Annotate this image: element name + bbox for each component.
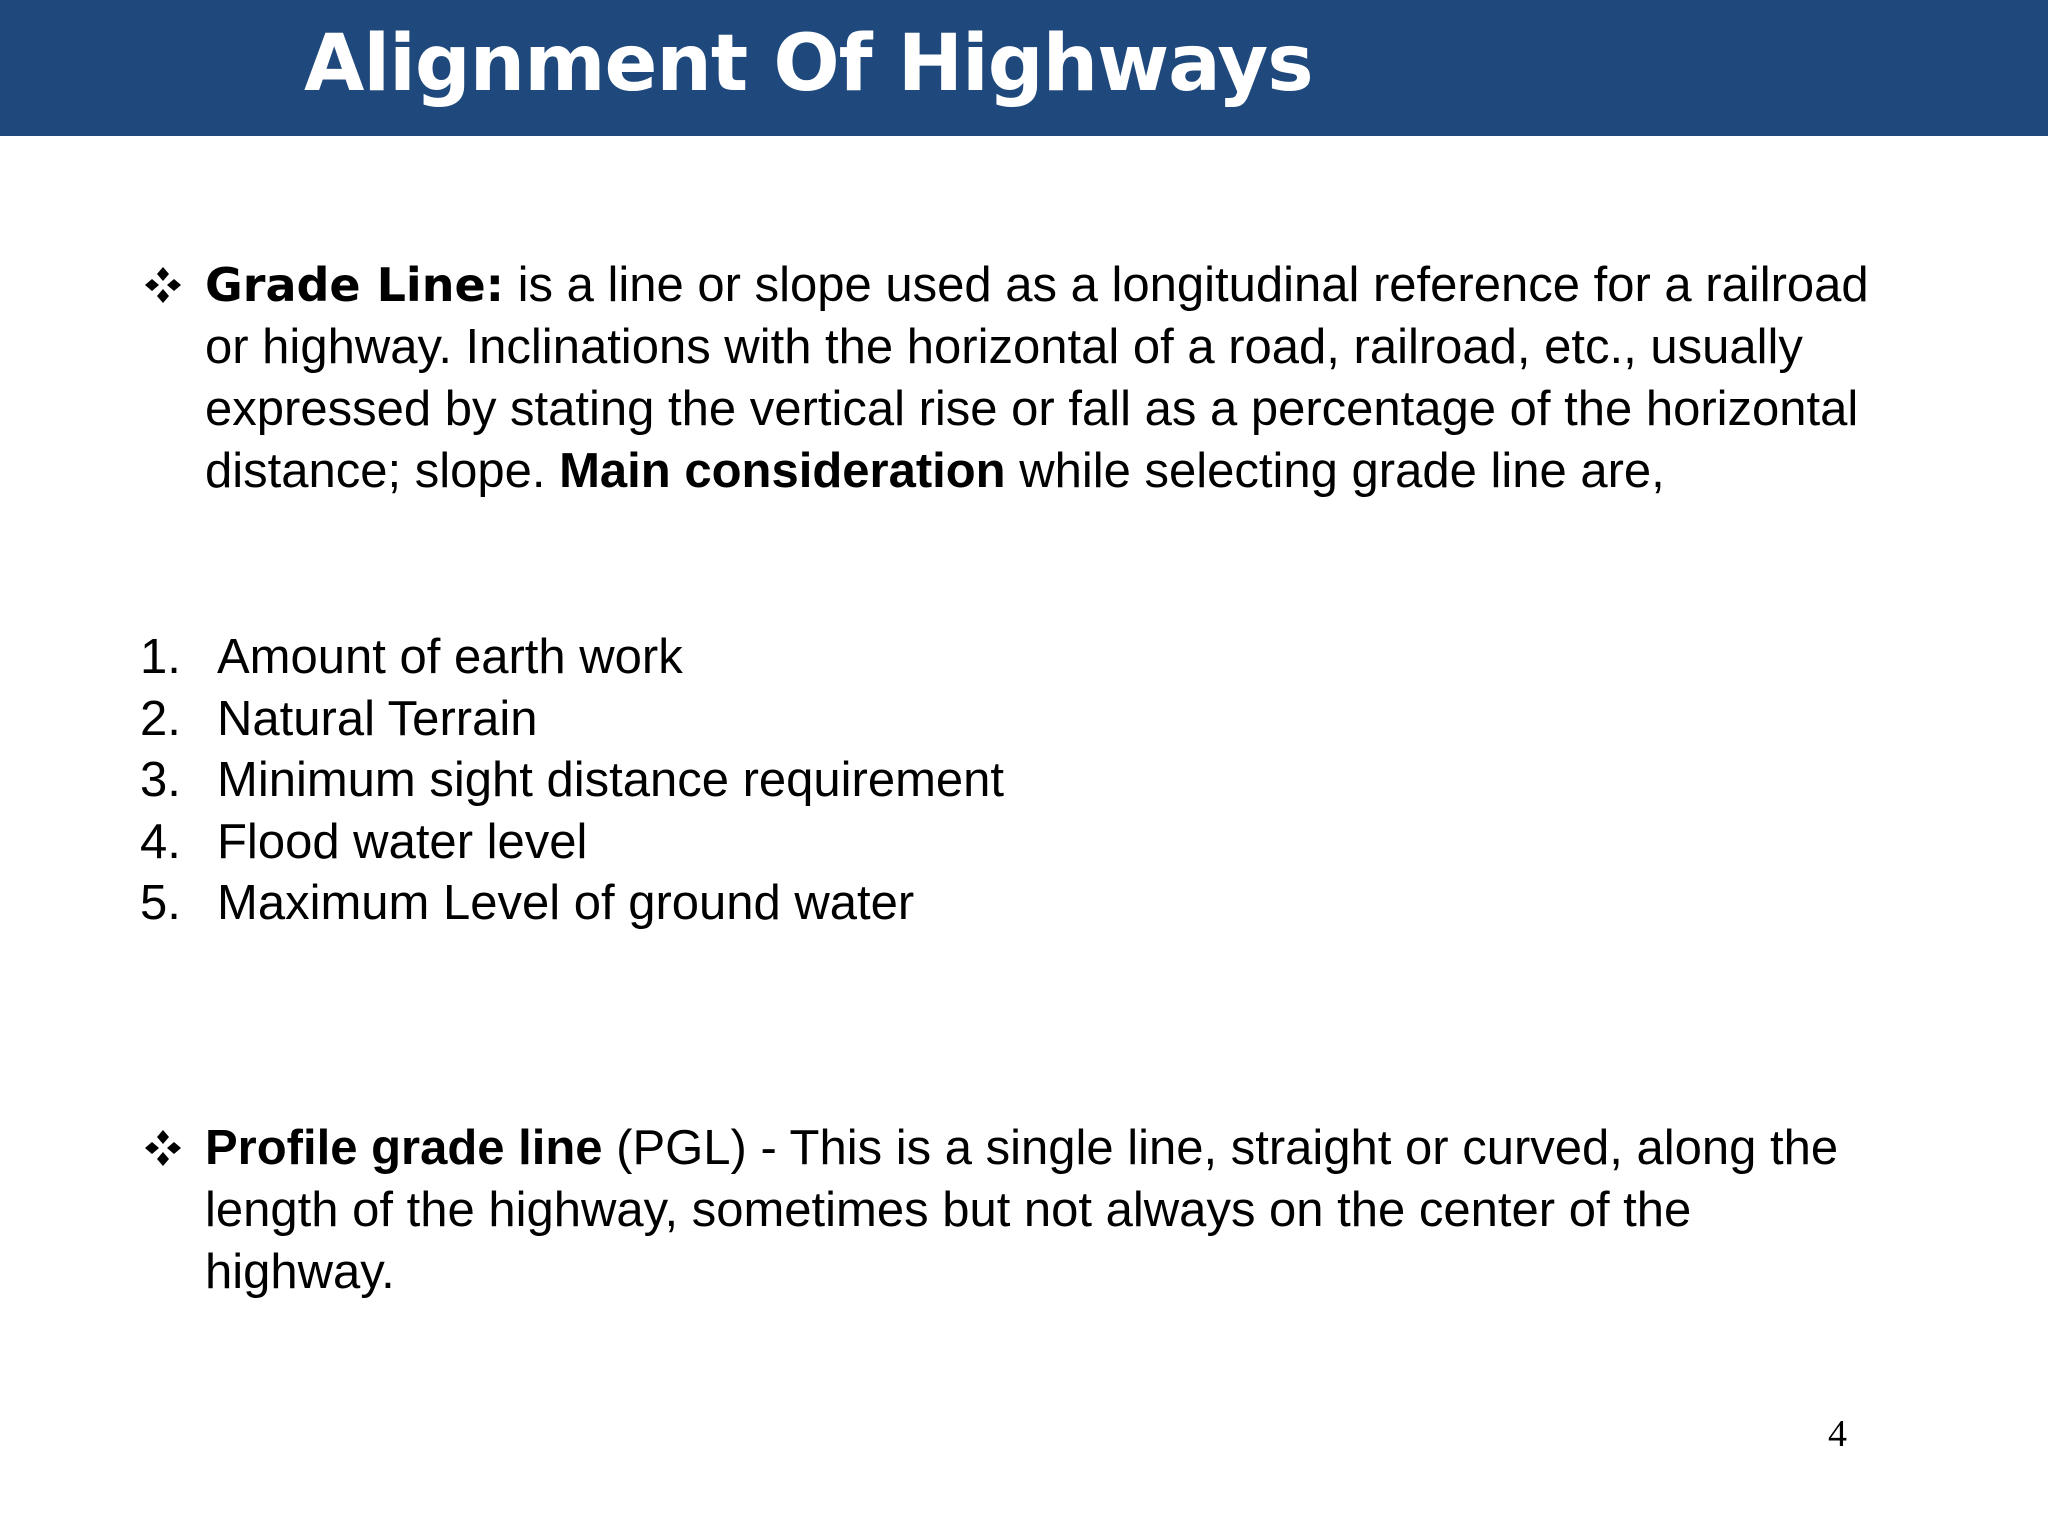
list-item-number: 5.	[140, 876, 181, 930]
grade-line-term: Grade Line:	[205, 258, 505, 312]
list-item	[140, 873, 1004, 935]
list-item-number: 1.	[140, 630, 181, 684]
list-item-text: Natural Terrain	[217, 691, 538, 746]
considerations-list	[140, 627, 1004, 935]
title-bar	[0, 0, 2048, 136]
list-item-text: Minimum sight distance requirement	[217, 753, 1005, 807]
profile-grade-line-term: Profile grade line	[205, 1121, 603, 1175]
profile-grade-line-definition: (PGL) - This is a single line, straight or curved, along the length of the highway, sometimes but not always on the center of the highway.	[205, 1121, 1839, 1299]
diamond-bullet-icon	[142, 254, 184, 316]
profile-grade-line-bullet	[142, 1117, 1882, 1303]
list-item	[140, 812, 1004, 874]
grade-line-paragraph	[205, 254, 1882, 502]
list-item-number: 2.	[140, 691, 181, 746]
diamond-bullet-icon	[142, 1117, 184, 1179]
list-item-number: 3.	[140, 753, 181, 807]
grade-line-definition-end: while selecting grade line are,	[1005, 444, 1665, 498]
list-item-text: Flood water level	[217, 814, 588, 869]
list-item-number: 4.	[140, 814, 181, 869]
slide-title: Alignment Of Highways	[304, 19, 1313, 109]
grade-line-bullet	[142, 254, 1882, 502]
list-item	[140, 689, 1004, 751]
page-number: 4	[1828, 1413, 1847, 1455]
profile-grade-line-paragraph	[205, 1117, 1882, 1303]
main-consideration-emphasis: Main consideration	[559, 444, 1006, 498]
list-item-text: Maximum Level of ground water	[217, 876, 915, 930]
grade-line-definition: is a line or slope used as a longitudinal reference for a railroad or highway. Inclinations with the horizontal of a road, railroad, etc., usually expressed by stating the vertical rise or fall as a percentage of the horizontal distance; slope.	[205, 258, 1869, 498]
list-item	[140, 627, 1004, 689]
list-item-text: Amount of earth work	[217, 630, 683, 684]
list-item	[140, 750, 1004, 812]
